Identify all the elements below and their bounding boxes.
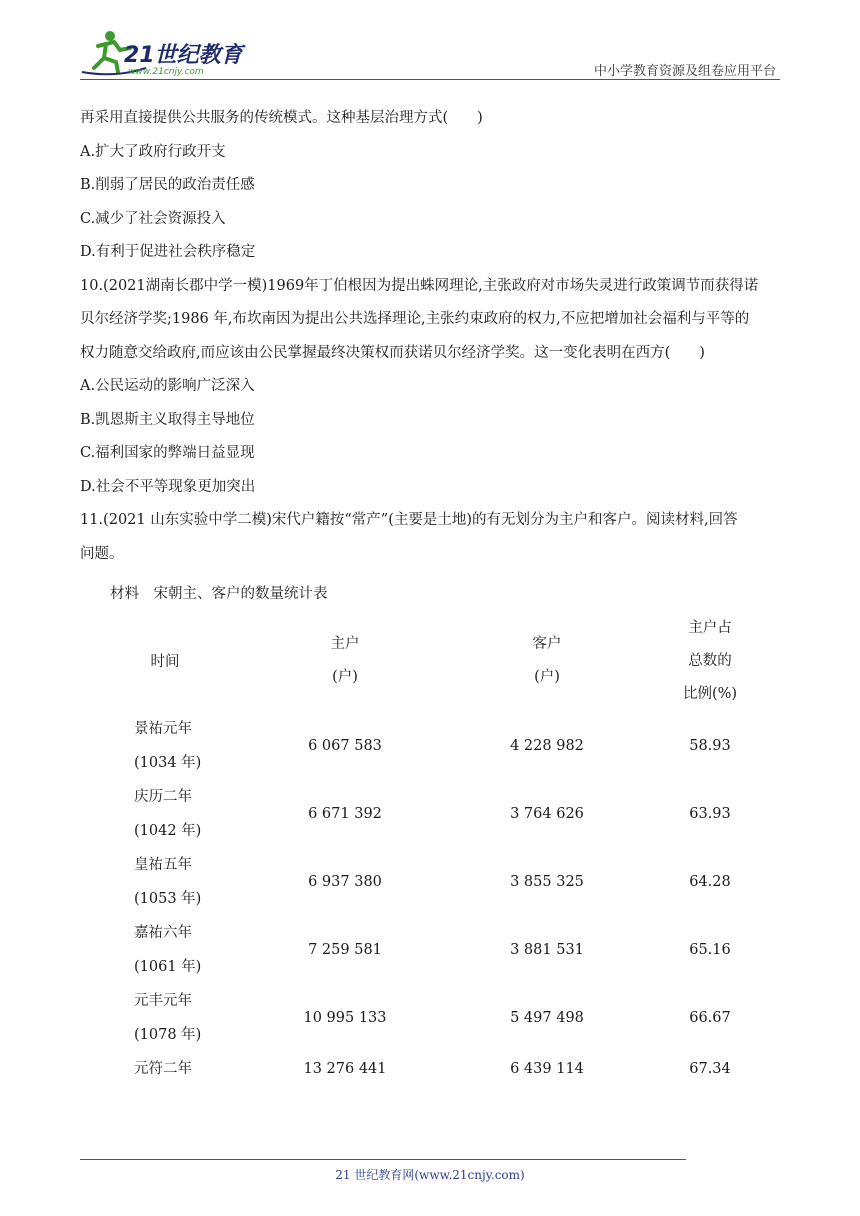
- q10-option-b: B.凯恩斯主义取得主导地位: [80, 411, 255, 428]
- row-ratio: 67.34: [689, 1061, 731, 1077]
- header-time: 时间: [150, 654, 180, 670]
- row-zhuhu: 6 067 583: [308, 738, 382, 754]
- row-ratio: 63.93: [689, 806, 731, 822]
- footer-link[interactable]: 21 世纪教育网(www.21cnjy.com): [335, 1168, 525, 1182]
- row-time: [110, 712, 244, 780]
- header-kehu: [482, 628, 612, 694]
- header-ratio: [665, 612, 755, 711]
- row-zhuhu: 6 937 380: [308, 874, 382, 890]
- row-time: [110, 848, 244, 916]
- header-divider: [80, 79, 780, 80]
- platform-title: 中小学教育资源及组卷应用平台: [593, 64, 776, 79]
- row-year: (1061 年): [134, 959, 202, 975]
- row-ratio: 66.67: [689, 1010, 731, 1026]
- header-kehu-line2: (户): [534, 669, 560, 685]
- row-era: 嘉祐六年: [134, 925, 192, 941]
- q10-option-d: D.社会不平等现象更加突出: [80, 478, 256, 495]
- q10-stem-line3: 权力随意交给政府,而应该由公民掌握最终决策权而获诺贝尔经济学奖。这一变化表明在西方( ): [80, 344, 705, 361]
- q9-option-a: A.扩大了政府行政开支: [80, 143, 226, 160]
- page-header: [0, 0, 860, 82]
- logo-main-text: 21世纪教育: [124, 43, 243, 68]
- table-caption: 材料 宋朝主、客户的数量统计表: [110, 586, 328, 602]
- row-year: (1034 年): [134, 755, 202, 771]
- header-zhuhu: [280, 628, 410, 694]
- row-era: 庆历二年: [134, 789, 192, 805]
- row-kehu: 3 855 325: [510, 874, 584, 890]
- row-time: [110, 1052, 244, 1086]
- table-row: [110, 984, 790, 1052]
- row-kehu: 3 764 626: [510, 806, 584, 822]
- table-row: [110, 1052, 790, 1086]
- table-row: [110, 712, 790, 780]
- row-ratio: 58.93: [689, 738, 731, 754]
- q11-stem-line1: 11.(2021 山东实验中学二模)宋代户籍按“常产”(主要是土地)的有无划分为主户和客户。阅读材料,回答: [80, 512, 738, 528]
- q11-stem-line2: 问题。: [80, 545, 124, 562]
- q10-stem-line2: 贝尔经济学奖;1986 年,布坎南因为提出公共选择理论,主张约束政府的权力,不应把增加社会福利与平等的: [80, 311, 750, 327]
- row-kehu: 5 497 498: [510, 1010, 584, 1026]
- q9-option-d: D.有利于促进社会秩序稳定: [80, 244, 256, 260]
- q9-stem-tail: 再采用直接提供公共服务的传统模式。这种基层治理方式( ): [80, 110, 483, 126]
- row-time: [110, 984, 244, 1052]
- row-year: (1053 年): [134, 891, 202, 907]
- q10-stem-line1: 10.(2021湖南长郡中学一模)1969年丁伯根因为提出蛛网理论,主张政府对市场失灵进行政策调节而获得诺: [80, 277, 759, 294]
- row-ratio: 65.16: [689, 942, 731, 958]
- row-era: 元符二年: [134, 1061, 192, 1077]
- row-kehu: 4 228 982: [510, 738, 584, 754]
- q10-option-a: A.公民运动的影响广泛深入: [80, 378, 255, 394]
- header-ratio-line1: 主户占: [688, 620, 732, 636]
- site-logo[interactable]: [76, 28, 246, 78]
- row-year: (1042 年): [134, 823, 202, 839]
- q9-option-b: B.削弱了居民的政治责任感: [80, 177, 255, 193]
- row-era: 景祐元年: [134, 721, 192, 737]
- q9-option-c: C.减少了社会资源投入: [80, 210, 226, 227]
- row-zhuhu: 13 276 441: [303, 1061, 387, 1077]
- header-kehu-line1: 客户: [532, 636, 562, 652]
- row-year: (1078 年): [134, 1027, 202, 1043]
- header-zhuhu-line1: 主户: [330, 636, 360, 652]
- row-ratio: 64.28: [689, 874, 731, 890]
- row-kehu: 6 439 114: [510, 1061, 584, 1077]
- row-time: [110, 916, 244, 984]
- table-row: [110, 780, 790, 848]
- row-time: [110, 780, 244, 848]
- header-zhuhu-line2: (户): [332, 669, 358, 685]
- header-ratio-line2: 总数的: [688, 653, 732, 669]
- footer-divider: [80, 1159, 686, 1160]
- row-era: 元丰元年: [134, 993, 192, 1009]
- table-row: [110, 916, 790, 984]
- row-zhuhu: 6 671 392: [308, 806, 382, 822]
- table-row: [110, 848, 790, 916]
- row-era: 皇祐五年: [134, 857, 192, 873]
- question-content: [80, 102, 784, 571]
- header-ratio-line3: 比例(%): [682, 686, 738, 702]
- logo-url-text: www.21cnjy.com: [128, 67, 204, 77]
- row-kehu: 3 881 531: [510, 942, 584, 958]
- row-zhuhu: 7 259 581: [308, 942, 382, 958]
- row-zhuhu: 10 995 133: [303, 1010, 387, 1026]
- q10-option-c: C.福利国家的弊端日益显现: [80, 445, 255, 461]
